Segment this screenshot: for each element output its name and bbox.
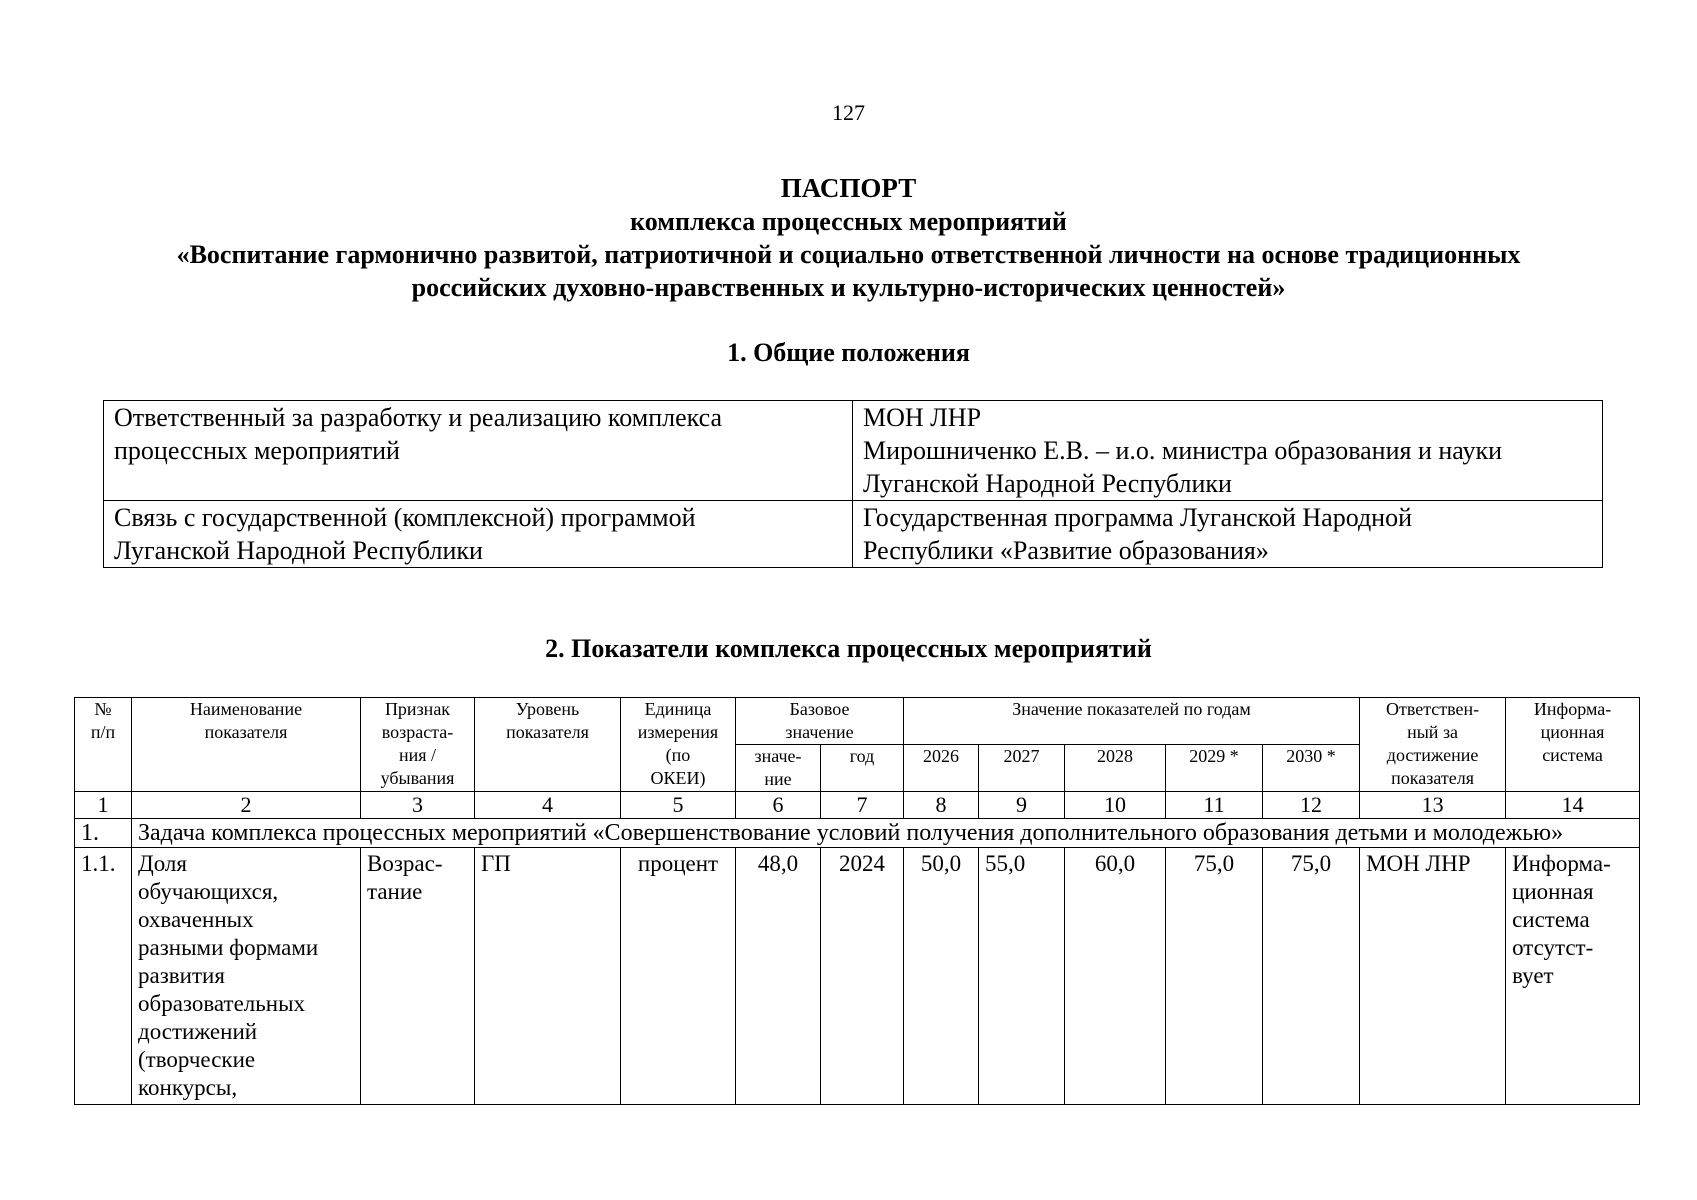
column-number: 6 <box>736 792 821 819</box>
column-number: 7 <box>821 792 904 819</box>
indicator-name: Доля обучающихся, охваченных разными формами развития образовательных достижений (творческие конкурсы, <box>132 848 361 1105</box>
task-text: Задача комплекса процессных мероприятий «Совершенствование условий получения дополнительного образования детьми и молодежью» <box>132 819 1640 848</box>
header-base-value: значе- ние <box>736 745 821 792</box>
header-level: Уровень показателя <box>475 698 621 792</box>
title-line-1: ПАСПОРТ <box>780 173 917 203</box>
program-link-label: Связь с государственной (комплексной) программой Луганской Народной Республики <box>104 501 853 568</box>
column-number: 11 <box>1166 792 1263 819</box>
column-number: 4 <box>475 792 621 819</box>
header-year: 2029 * <box>1166 745 1263 792</box>
column-number: 3 <box>361 792 475 819</box>
title-line-2: комплекса процессных мероприятий <box>630 207 1067 236</box>
responsible-cell: МОН ЛНР <box>1360 848 1506 1105</box>
page-number: 127 <box>832 100 865 125</box>
table-row <box>104 401 1603 501</box>
column-number: 8 <box>904 792 979 819</box>
indicators-table <box>74 697 1640 1105</box>
base-value: 48,0 <box>736 848 821 1105</box>
header-base-year: год <box>821 745 904 792</box>
column-number: 12 <box>1263 792 1360 819</box>
column-number: 5 <box>621 792 736 819</box>
program-link-value: Государственная программа Луганской Народной Республики «Развитие образования» <box>853 501 1603 568</box>
header-year: 2027 <box>979 745 1065 792</box>
general-provisions-table <box>103 400 1603 568</box>
column-numbers-row <box>75 792 1640 819</box>
header-num: № п/п <box>75 698 132 792</box>
task-row <box>75 819 1640 848</box>
year-value: 60,0 <box>1065 848 1166 1105</box>
header-sign: Признак возраста- ния / убывания <box>361 698 475 792</box>
responsible-label: Ответственный за разработку и реализацию комплекса процессных мероприятий <box>104 401 853 501</box>
indicator-level: ГП <box>475 848 621 1105</box>
header-info: Информа- ционная система <box>1506 698 1640 792</box>
table-row <box>75 848 1640 1105</box>
document-title <box>0 172 1697 304</box>
section-2-heading: 2. Показатели комплекса процессных мероприятий <box>545 634 1152 663</box>
header-row <box>75 698 1640 745</box>
responsible-value: МОН ЛНР Мирошниченко Е.В. – и.о. министра образования и науки Луганской Народной Республики <box>853 401 1603 501</box>
year-value: 55,0 <box>979 848 1065 1105</box>
task-num: 1. <box>75 819 132 848</box>
year-value: 75,0 <box>1166 848 1263 1105</box>
indicator-unit: процент <box>621 848 736 1105</box>
section-1-heading: 1. Общие положения <box>727 338 970 367</box>
header-unit: Единица измерения (по ОКЕИ) <box>621 698 736 792</box>
header-year: 2030 * <box>1263 745 1360 792</box>
row-num: 1.1. <box>75 848 132 1105</box>
header-responsible: Ответствен- ный за достижение показателя <box>1360 698 1506 792</box>
header-years-group: Значение показателей по годам <box>904 698 1360 745</box>
title-line-4: российских духовно-нравственных и культурно-исторических ценностей» <box>411 273 1286 302</box>
base-year: 2024 <box>821 848 904 1105</box>
column-number: 1 <box>75 792 132 819</box>
header-year: 2026 <box>904 745 979 792</box>
year-value: 50,0 <box>904 848 979 1105</box>
table-row <box>104 501 1603 568</box>
year-value: 75,0 <box>1263 848 1360 1105</box>
header-year: 2028 <box>1065 745 1166 792</box>
column-number: 2 <box>132 792 361 819</box>
info-system-cell: Информа- ционная система отсутст- вует <box>1506 848 1640 1105</box>
column-number: 9 <box>979 792 1065 819</box>
header-name: Наименование показателя <box>132 698 361 792</box>
title-line-3: «Воспитание гармонично развитой, патриотичной и социально ответственной личности на основе традиционных <box>176 240 1521 269</box>
header-base: Базовое значение <box>736 698 904 745</box>
column-number: 14 <box>1506 792 1640 819</box>
column-number: 10 <box>1065 792 1166 819</box>
column-number: 13 <box>1360 792 1506 819</box>
indicator-sign: Возрас- тание <box>361 848 475 1105</box>
